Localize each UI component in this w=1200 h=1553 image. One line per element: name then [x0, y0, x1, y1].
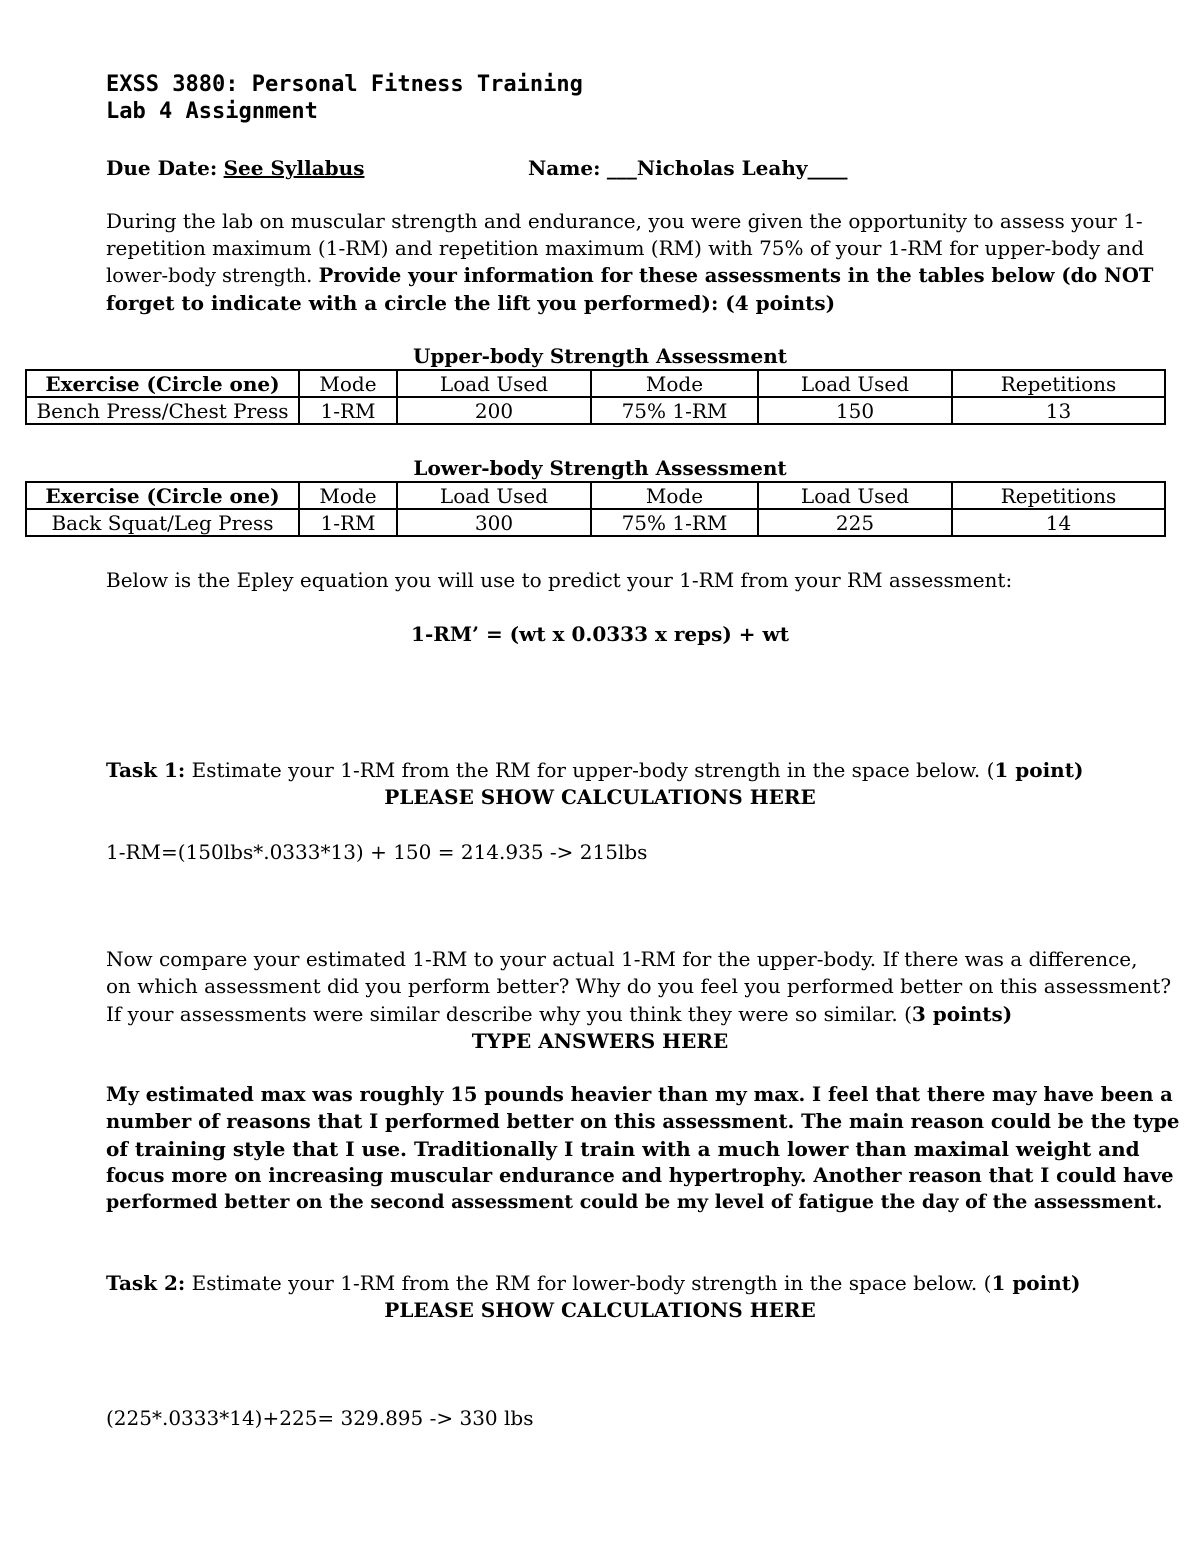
lower-table-header-row: [26, 482, 1165, 509]
task2-instruction: PLEASE SHOW CALCULATIONS HERE: [384, 1298, 816, 1322]
task2-label: Task 2:: [106, 1271, 186, 1295]
compare-answer-line-4: focus more on increasing muscular endurance and hypertrophy. Another reason that I could have: [106, 1164, 1174, 1187]
upper-cell-mode-1: 1-RM: [299, 397, 397, 424]
compare-line-1: Now compare your estimated 1-RM to your actual 1-RM for the upper-body. If there was a difference,: [106, 947, 1138, 971]
name-value: ___Nicholas Leahy____: [606, 156, 848, 180]
task2-text: Estimate your 1-RM from the RM for lower-body strength in the space below. (: [185, 1271, 992, 1295]
compare-points: 3 points): [911, 1002, 1013, 1026]
epley-equation: 1-RM’ = (wt x 0.0333 x reps) + wt: [411, 622, 789, 646]
lower-cell-mode-2: 75% 1-RM: [591, 509, 758, 536]
epley-intro: Below is the Epley equation you will use to predict your 1-RM from your RM assessment:: [106, 568, 1013, 592]
compare-answer-line-1: My estimated max was roughly 15 pounds heavier than my max. I feel that there may have been a: [106, 1083, 1173, 1106]
lower-header-mode-2: Mode: [591, 482, 758, 509]
lower-cell-exercise: Back Squat/Leg Press: [26, 509, 299, 536]
upper-cell-repetitions: 13: [952, 397, 1165, 424]
task1-prompt: [106, 758, 1083, 782]
task1-answer: 1-RM=(150lbs*.0333*13) + 150 = 214.935 -> 215lbs: [106, 840, 648, 864]
lower-cell-load-2: 225: [758, 509, 952, 536]
intro-line-3-plain: lower-body strength.: [106, 264, 319, 287]
lower-cell-load-1: 300: [397, 509, 591, 536]
student-name: [528, 156, 848, 180]
intro-line-4: forget to indicate with a circle the lift you performed): (4 points): [106, 291, 836, 315]
upper-header-load-2: Load Used: [758, 370, 952, 397]
due-date-value: See Syllabus: [223, 156, 365, 180]
upper-body-table: [25, 369, 1166, 425]
compare-line-3: [106, 1002, 1012, 1026]
upper-table-data-row: [26, 397, 1165, 424]
lower-header-exercise: Exercise (Circle one): [26, 482, 299, 509]
lower-header-repetitions: Repetitions: [952, 482, 1165, 509]
upper-header-mode-2: Mode: [591, 370, 758, 397]
task1-points: 1 point): [994, 758, 1084, 782]
course-title: EXSS 3880: Personal Fitness Training: [106, 72, 583, 97]
upper-header-repetitions: Repetitions: [952, 370, 1165, 397]
upper-cell-mode-2: 75% 1-RM: [591, 397, 758, 424]
upper-header-exercise: Exercise (Circle one): [26, 370, 299, 397]
compare-answer-line-2: number of reasons that I performed better on this assessment. The main reason could be the type: [106, 1110, 1180, 1133]
lower-cell-mode-1: 1-RM: [299, 509, 397, 536]
lower-header-load-2: Load Used: [758, 482, 952, 509]
task1-text: Estimate your 1-RM from the RM for upper-body strength in the space below. (: [185, 758, 995, 782]
task2-answer: (225*.0333*14)+225= 329.895 -> 330 lbs: [106, 1406, 534, 1430]
upper-cell-load-2: 150: [758, 397, 952, 424]
upper-header-mode-1: Mode: [299, 370, 397, 397]
intro-line-3: [106, 264, 1153, 287]
upper-header-load-1: Load Used: [397, 370, 591, 397]
compare-answer-line-3: of training style that I use. Traditionally I train with a much lower than maximal weight and: [106, 1137, 1140, 1161]
intro-line-1: During the lab on muscular strength and endurance, you were given the opportunity to assess your 1-: [106, 209, 1143, 233]
lower-body-table: [25, 481, 1166, 537]
task1-label: Task 1:: [106, 758, 186, 782]
assignment-title: Lab 4 Assignment: [106, 99, 318, 124]
compare-answer-line-5: performed better on the second assessment could be my level of fatigue the day of the assessment.: [106, 1191, 1163, 1213]
lower-cell-repetitions: 14: [952, 509, 1165, 536]
task1-instruction: PLEASE SHOW CALCULATIONS HERE: [384, 785, 816, 809]
due-date: [106, 156, 364, 180]
lower-header-load-1: Load Used: [397, 482, 591, 509]
upper-table-caption: Upper-body Strength Assessment: [412, 344, 788, 368]
lower-header-mode-1: Mode: [299, 482, 397, 509]
task2-points: 1 point): [991, 1271, 1081, 1295]
compare-instruction: TYPE ANSWERS HERE: [471, 1029, 729, 1053]
lower-table-data-row: [26, 509, 1165, 536]
name-label: Name:: [528, 156, 601, 180]
upper-cell-load-1: 200: [397, 397, 591, 424]
intro-line-2: repetition maximum (1-RM) and repetition maximum (RM) with 75% of your 1-RM for upper-body and: [106, 236, 1145, 260]
intro-line-3-bold: Provide your information for these assessments in the tables below (do NOT: [318, 264, 1154, 287]
due-date-label: Due Date:: [106, 156, 218, 180]
compare-line-2: on which assessment did you perform better? Why do you feel you performed better on this assessment?: [106, 974, 1172, 998]
lower-table-caption: Lower-body Strength Assessment: [413, 456, 787, 480]
task2-prompt: [106, 1271, 1080, 1295]
upper-cell-exercise: Bench Press/Chest Press: [26, 397, 299, 424]
compare-line-3-text: If your assessments were similar describe why you think they were so similar. (: [106, 1002, 912, 1026]
upper-table-header-row: [26, 370, 1165, 397]
